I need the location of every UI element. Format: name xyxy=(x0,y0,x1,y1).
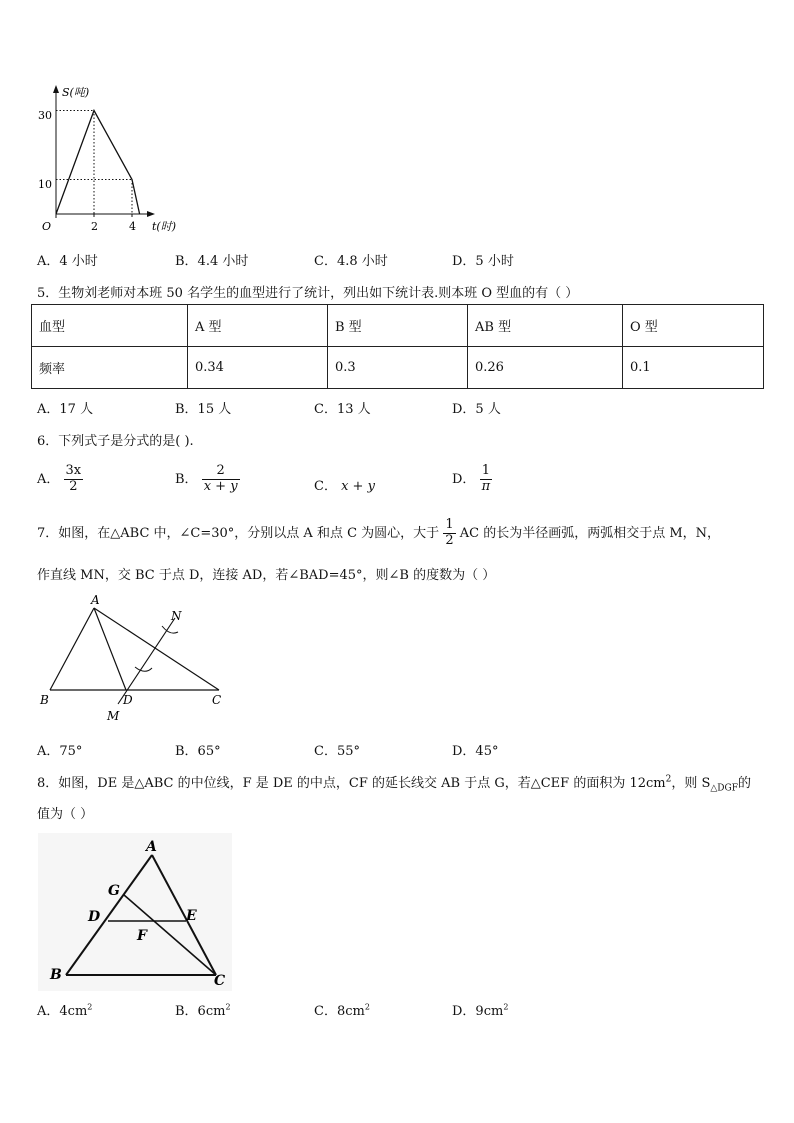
figure-background xyxy=(38,833,232,991)
arc-mark-m xyxy=(135,667,152,671)
superscript: 2 xyxy=(665,774,672,785)
table-cell: 0.26 xyxy=(468,347,623,389)
table-cell: 0.3 xyxy=(328,347,468,389)
x-axis-label: t(时) xyxy=(152,220,177,233)
label-f: F xyxy=(137,928,147,944)
label-b: B xyxy=(50,967,62,983)
q7-option-a[interactable]: A．75° xyxy=(37,744,83,759)
q8-option-b[interactable] xyxy=(175,1000,231,1019)
table-cell: 频率 xyxy=(32,347,188,389)
subscript: △DGF xyxy=(710,783,738,794)
label-c: C xyxy=(212,693,222,707)
fraction-denominator: 2 xyxy=(445,532,454,548)
table-cell: O 型 xyxy=(623,305,764,347)
q4-option-c[interactable]: C．4.8 小时 xyxy=(314,254,388,269)
q6-option-c[interactable] xyxy=(314,475,375,494)
fraction xyxy=(202,464,240,495)
table-row xyxy=(32,305,764,347)
q4-option-d[interactable]: D．5 小时 xyxy=(452,254,514,269)
q8-text-post: 的 xyxy=(737,776,751,791)
q6-option-d[interactable] xyxy=(452,464,492,495)
label-d: D xyxy=(123,693,133,707)
fraction-denominator: x + y xyxy=(203,478,238,494)
fraction xyxy=(480,464,493,495)
x-axis-arrow xyxy=(147,211,155,217)
x-tick-label-4: 4 xyxy=(129,220,136,233)
fraction xyxy=(64,464,84,495)
label-a: A xyxy=(146,839,157,855)
table-cell: 0.34 xyxy=(188,347,328,389)
y-tick-label-10: 10 xyxy=(38,178,52,191)
label-e: E xyxy=(186,908,197,924)
fraction-numerator: 1 xyxy=(481,463,490,478)
option-text: A．4cm xyxy=(37,1004,88,1019)
q7-question-line-2: 作直线 MN，交 BC 于点 D，连接 AD，若∠BAD=45°，则∠B 的度数为（ ） xyxy=(37,568,496,583)
q6-question: 6．下列式子是分式的是( ). xyxy=(37,434,194,449)
label-a: A xyxy=(91,593,100,607)
q8-option-a[interactable] xyxy=(37,1000,92,1019)
q4-graph xyxy=(30,80,190,240)
graph-plot xyxy=(53,85,155,218)
q8-question-line-1 xyxy=(37,772,751,794)
option-text: D．9cm xyxy=(452,1004,504,1019)
superscript: 2 xyxy=(225,1002,231,1012)
q5-option-d[interactable]: D．5 人 xyxy=(452,402,501,417)
label-g: G xyxy=(108,883,120,899)
arc-mark-n xyxy=(162,626,178,633)
q8-question-line-2: 值为（ ） xyxy=(37,807,94,822)
q6-option-a[interactable] xyxy=(37,464,83,495)
fraction-denominator: π xyxy=(481,478,491,494)
y-tick-label-30: 30 xyxy=(38,109,52,122)
q4-option-b[interactable]: B．4.4 小时 xyxy=(175,254,249,269)
q4-option-a[interactable]: A．4 小时 xyxy=(37,254,98,269)
blood-type-table xyxy=(31,304,764,389)
segment-ad xyxy=(94,608,126,690)
segment-ab xyxy=(50,608,94,690)
label-b: B xyxy=(40,693,49,707)
label-n: N xyxy=(171,609,182,623)
q8-text-pre: 8．如图，DE 是△ABC 的中位线，F 是 DE 的中点，CF 的延长线交 AB 于点 G，若△CEF 的面积为 12cm xyxy=(37,776,666,791)
table-cell: B 型 xyxy=(328,305,468,347)
q5-option-a[interactable]: A．17 人 xyxy=(37,402,94,417)
q8-option-c[interactable] xyxy=(314,1000,370,1019)
series-line xyxy=(56,111,140,215)
q8-text-mid: ，则 S xyxy=(671,776,711,791)
fraction-numerator: 2 xyxy=(216,463,225,478)
q7-question-line-1 xyxy=(37,518,720,549)
q5-question: 5．生物刘老师对本班 50 名学生的血型进行了统计，列出如下统计表.则本班 O 型血的有（ ） xyxy=(37,286,579,301)
q7-figure xyxy=(35,590,245,725)
q7-text-post: AC 的长为半径画弧，两弧相交于点 M，N， xyxy=(459,525,721,541)
table-cell: AB 型 xyxy=(468,305,623,347)
q8-option-d[interactable] xyxy=(452,1000,508,1019)
fraction-numerator: 3x xyxy=(65,463,82,478)
q7-text-pre: 7．如图，在△ABC 中，∠C=30°，分别以点 A 和点 C 为圆心，大于 xyxy=(37,525,440,541)
superscript: 2 xyxy=(503,1002,509,1012)
y-axis-label: S(吨) xyxy=(62,86,90,99)
fraction-numerator: 1 xyxy=(445,517,454,532)
q6-option-b[interactable] xyxy=(175,464,240,495)
table-cell: A 型 xyxy=(188,305,328,347)
superscript: 2 xyxy=(87,1002,93,1012)
label-m: M xyxy=(107,709,120,723)
label-c: C xyxy=(214,973,226,989)
option-label: C． xyxy=(314,479,337,494)
fraction-denominator: 2 xyxy=(64,479,84,495)
segment-ac xyxy=(94,608,219,690)
q5-option-b[interactable]: B．15 人 xyxy=(175,402,232,417)
table-cell: 血型 xyxy=(32,305,188,347)
q5-option-c[interactable]: C．13 人 xyxy=(314,402,371,417)
q7-option-b[interactable]: B．65° xyxy=(175,744,221,759)
q8-figure xyxy=(38,833,232,991)
label-d: D xyxy=(88,909,101,925)
fraction xyxy=(443,518,455,549)
superscript: 2 xyxy=(364,1002,370,1012)
q7-option-d[interactable]: D．45° xyxy=(452,744,499,759)
option-label: A． xyxy=(37,471,60,487)
option-text: B．6cm xyxy=(175,1004,226,1019)
expression: x + y xyxy=(341,479,375,494)
x-tick-label-2: 2 xyxy=(91,220,98,233)
table-row xyxy=(32,347,764,389)
origin-label: O xyxy=(42,220,52,233)
option-label: B． xyxy=(175,471,198,487)
option-label: D． xyxy=(452,471,476,487)
q7-option-c[interactable]: C．55° xyxy=(314,744,360,759)
y-axis-arrow xyxy=(53,85,59,93)
table-cell: 0.1 xyxy=(623,347,764,389)
option-text: C．8cm xyxy=(314,1004,365,1019)
